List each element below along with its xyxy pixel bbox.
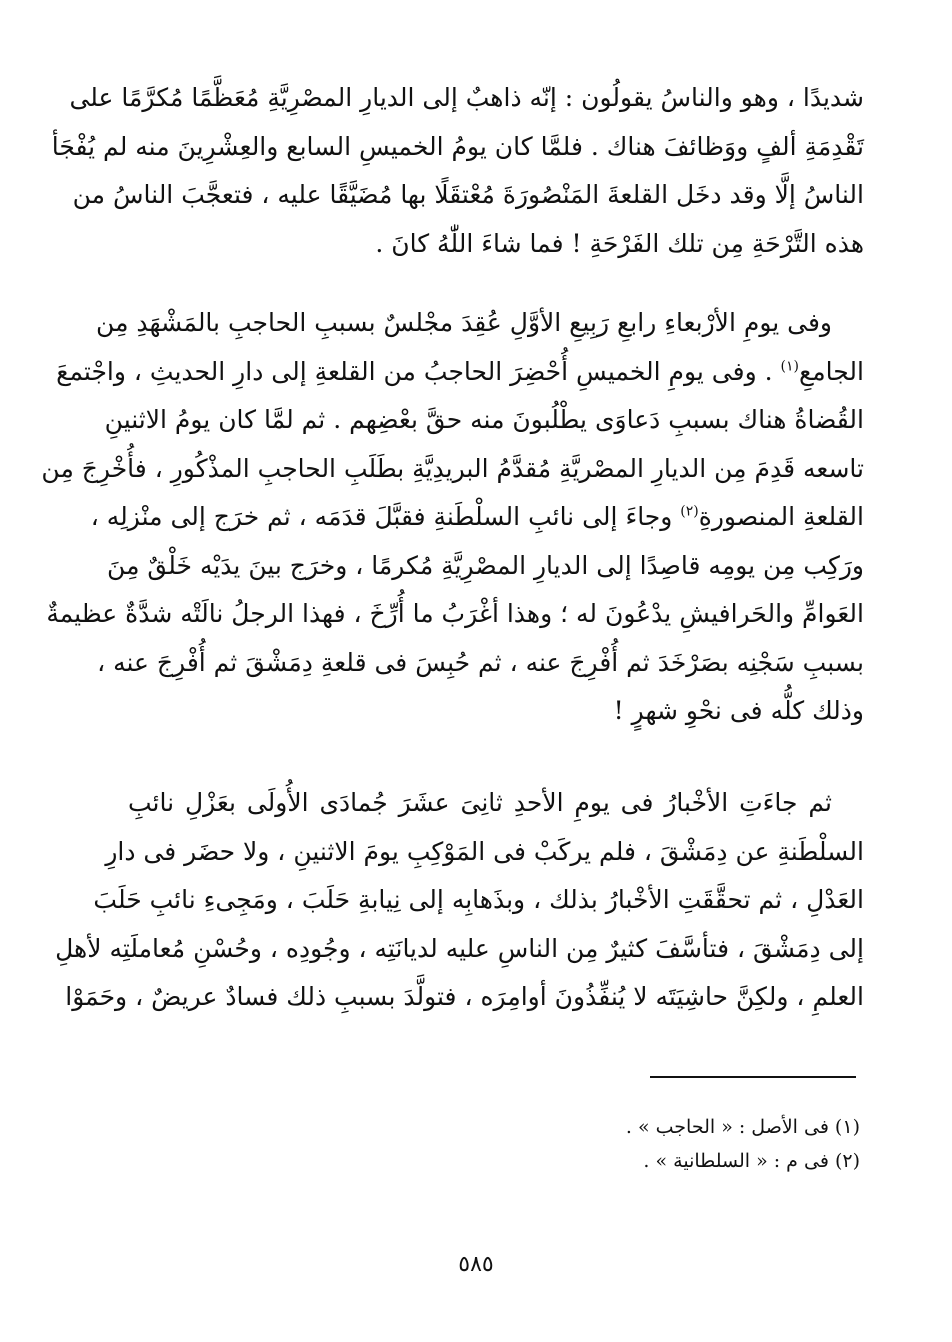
footnote-ref-1: (١) [780,358,799,375]
paragraph-2 [41,299,864,736]
text-fragment: الجامعِ [798,356,864,386]
text-line: إلى دِمَشْقَ ، فتأسَّفَ كثيرٌ مِن الناسِ عليه لديانَتِه ، وجُودِه ، وحُسْنِ مُعاملَتِه لأهلِ [55,933,864,963]
text-line: السلْطَنةِ عن دِمَشْقَ ، فلم يركَبْ فى المَوْكِبِ يومَ الاثنينِ ، ولا حضَر فى دارِ [105,836,864,866]
text-line-with-footnote: الجامعِ$^{(١)}$ . وفى يومِ الخميسِ أُحْضِرَ الحاجبُ من القلعةِ إلى دارِ الحديثِ ، واجْتمعَ [56,356,864,386]
text-line: العَوامِّ والحَرافيشِ يدْعُونَ له ؛ وهذا أغْرَبُ ما أُرِّخَ ، فهذا الرجلُ نالَتْه شدَّةٌ عظيمةٌ [46,599,864,628]
text-line-with-footnote [90,493,864,542]
text-fragment: وفى يومِ الخميسِ أُحْضِرَ الحاجبُ من القلعةِ إلى دارِ الحديثِ ، واجْتمعَ [56,356,757,386]
text-line: العلمِ ، ولكِنَّ حاشِيَتَه لا يُنفِّذُونَ أوامِرَه ، فتولَّدَ بسببِ ذلك فسادٌ عريضٌ ، وحَمَوْا [65,982,864,1011]
text-line: شديدًا ، وهو والناسُ يقولُون : إنّه ذاهبٌ إلى الديارِ المصْرِيَّةِ مُعَظَّمًا مُكرَّمًا على [69,83,864,112]
paragraph-3 [55,779,864,1022]
text-line: ثم جاءَتِ الأخْبارُ فى يومِ الأحدِ ثانِىَ عشَرَ جُمادَى الأُولَى بعَزْلِ نائبِ [128,788,832,817]
text-line: القُضاةُ هناك بسببِ دَعاوَى يطْلُبونَ منه حقَّ بعْضِهم . ثم لمَّا كان يومُ الاثنينِ [104,405,864,434]
text-line: الناسُ إلَّا وقد دخَل القلعةَ المَنْصُورَةَ مُعْتقَلًا بها مُضَيَّقًا عليه ، فتعجَّبَ الناسُ من [72,180,864,209]
paragraph-1 [51,74,864,268]
text-line: هذه التَّرْحَةِ مِن تلك الفَرْحَةِ ! فما شاءَ اللّٰهُ كانَ . [375,228,864,258]
text-fragment: وجاءَ إلى نائبِ السلْطَنةِ فقبَّلَ قدَمَه ، ثم خرَج إلى منْزلِه ، [90,502,673,531]
text-line: تاسعه قَدِمَ مِن الديارِ المصْريَّةِ مُقدَّمُ البريدِيَّةِ بطَلَبِ الحاجبِ المذْكُورِ ، فأُخْرِجَ مِن [41,453,864,483]
text-line: وذلك كلُّه فى نحْوِ شهرٍ ! [613,696,864,725]
text-fragment: القلعةِ المنصورةِ [698,502,864,531]
text-line: تَقْدِمَةِ ألفٍ ووَظائفَ هناك . فلمَّا كان يومُ الخميسِ السابع والعِشْرِينَ منه لم يُفْجَأ [51,131,864,161]
text-line: ورَكِب مِن يومِه قاصِدًا إلى الديارِ المصْرِيَّةِ مُكرمًا ، وخرَج بينَ يدَيْه خَلْقٌ مِنَ [107,550,864,580]
footnote-ref-2: (٢) [680,503,699,520]
text-line: وفى يومِ الأرْبعاءِ رابعِ رَبِيعِ الأوَّلِ عُقِدَ مجْلسٌ بسببِ الحاجبِ بالمَشْهَدِ مِن [96,308,832,337]
footnote-1: (١) فى الأصل : « الحاجب » . [625,1116,860,1138]
footnotes [128,1110,860,1178]
page-number: ٥٨٥ [458,1252,494,1277]
text-line: العَدْلِ ، ثم تحقَّقَتِ الأخْبارُ بذلك ، وبذَهابِه إلى نِيابةِ حَلَبَ ، ومَجِىءِ نائبِ حَلَبَ [93,885,864,914]
footnote-separator [650,1076,856,1078]
text-line: بسببِ سَجْنِه بصَرْخَدَ ثم أُفْرِجَ عنه ، ثم حُبِسَ فى قلعةِ دِمَشْقَ ثم أُفْرِجَ عنه ، [97,647,864,677]
footnote-2: (٢) فى م : « السلطانية » . [643,1150,860,1172]
